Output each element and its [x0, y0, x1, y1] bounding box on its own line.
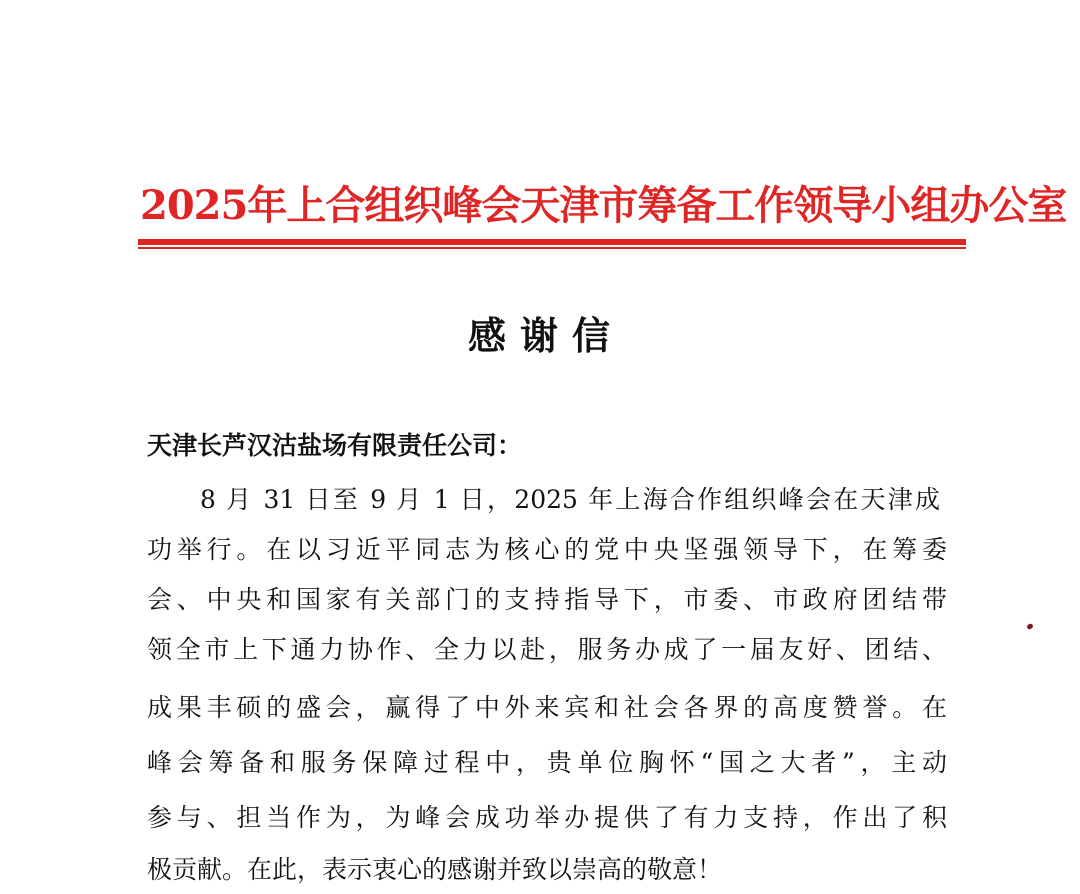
body-line: 参与、担当作为，为峰会成功举办提供了有力支持，作出了积: [147, 803, 947, 832]
body-line: 极贡献。在此，表示衷心的感谢并致以崇高的敬意！: [147, 855, 723, 884]
document-title: 感谢信: [467, 314, 624, 358]
recipient-salutation: 天津长芦汉沽盐场有限责任公司：: [147, 431, 523, 460]
ink-speck: [1026, 623, 1034, 630]
body-line: 会、中央和国家有关部门的支持指导下，市委、市政府团结带: [147, 585, 947, 614]
body-line: 峰会筹备和服务保障过程中，贵单位胸怀“国之大者”，主动: [147, 748, 947, 777]
body-line: 功举行。在以习近平同志为核心的党中央坚强领导下，在筹委: [147, 535, 947, 564]
letterhead-divider-thin: [138, 247, 966, 249]
letterhead-divider-thick: [138, 239, 966, 245]
body-line: 领全市上下通力协作、全力以赴，服务办成了一届友好、团结、: [147, 635, 947, 664]
body-line: 8 月 31 日至 9 月 1 日，2025 年上海合作组织峰会在天津成: [200, 485, 940, 514]
body-line: 成果丰硕的盛会，赢得了中外来宾和社会各界的高度赞誉。在: [147, 693, 947, 722]
letterhead-title: 2025年上合组织峰会天津市筹备工作领导小组办公室: [140, 182, 1067, 229]
